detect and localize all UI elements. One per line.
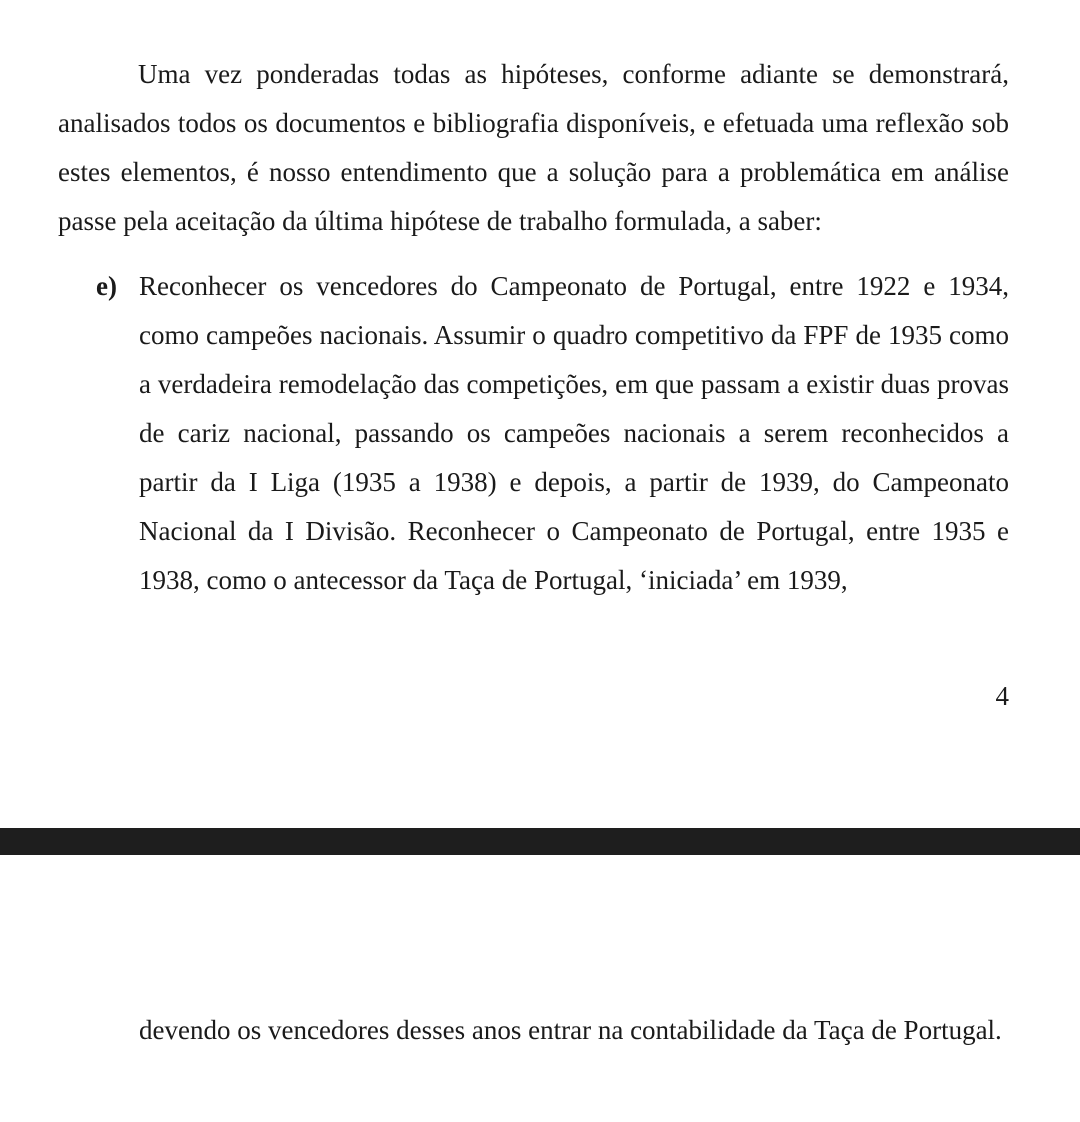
page-number: 4: [995, 681, 1009, 711]
document-page-bottom: [0, 855, 1080, 1122]
list-item-text: Reconhecer os vencedores do Campeonato de Portugal, entre 1922 e 1934, como campeões nacionais. Assumir o quadro competitivo da FPF de 1935 como a verdadeira remodelação das competições, em que passam a existir duas provas de cariz nacional, passando os campeões nacionais a serem reconhecidos a partir da I Liga (1935 a 1938) e depois, a partir de 1939, do Campeonato Nacional da I Divisão. Reconhecer o Campeonato de Portugal, entre 1935 e 1938, como o antecessor da Taça de Portugal, ‘iniciada’ em 1939,: [139, 271, 1009, 595]
list-item-letter: e): [96, 271, 117, 301]
continuation-paragraph: devendo os vencedores desses anos entrar na contabilidade da Taça de Portugal.: [139, 1015, 1002, 1045]
page-divider: [0, 828, 1080, 855]
intro-paragraph: Uma vez ponderadas todas as hipóteses, conforme adiante se demonstrará, analisados todos os documentos e bibliografia disponíveis, e efetuada uma reflexão sob estes elementos, é nosso entendimento que a solução para a problemática em análise passe pela aceitação da última hipótese de trabalho formulada, a saber:: [58, 59, 1009, 236]
